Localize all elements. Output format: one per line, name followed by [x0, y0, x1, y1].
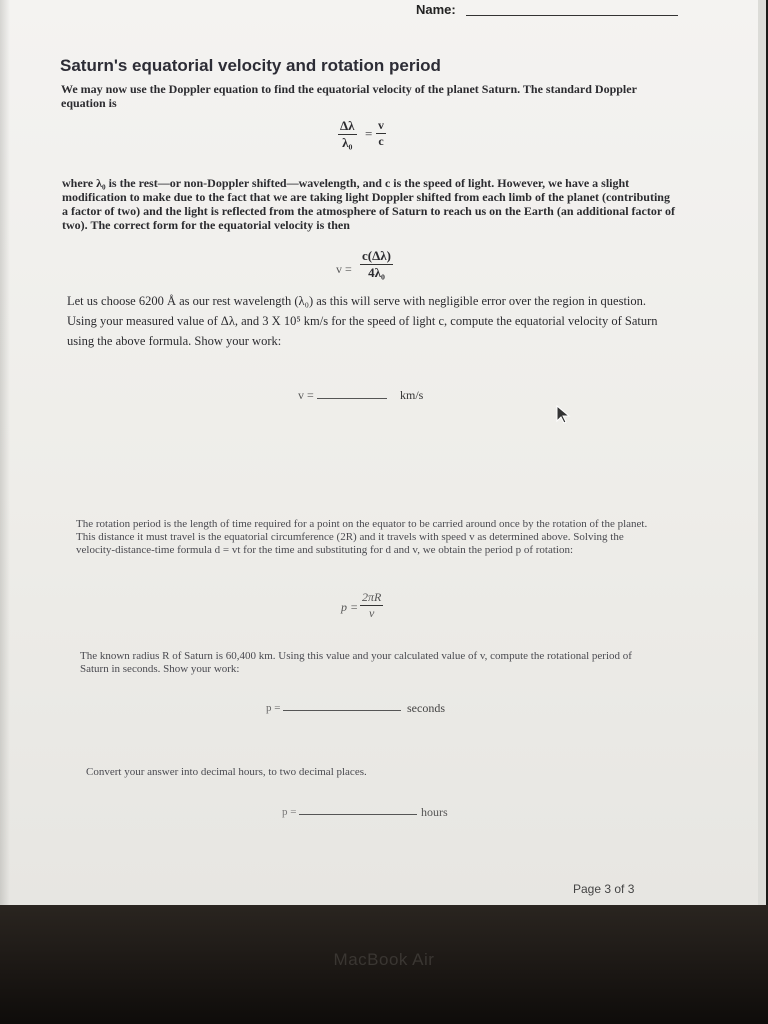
name-field-line — [466, 15, 678, 16]
page-title: Saturn's equatorial velocity and rotation period — [60, 56, 441, 75]
answer-p-seconds-unit: seconds — [407, 701, 445, 715]
eq2-numerator: c(Δλ) — [362, 248, 391, 263]
choose-wavelength-paragraph: Let us choose 6200 Å as our rest wavelength (λ₀) as this will serve with negligible error over the region in question. Using your measured value of Δλ, and 3 X 10⁵ km/s for the speed of light c, compute the equatorial velocity of Saturn using the above formula. Show your work: — [67, 294, 658, 348]
answer-p-hours-label: p = — [282, 806, 297, 818]
answer-p-hours-row — [282, 806, 417, 818]
answer-v-blank[interactable] — [317, 398, 387, 399]
eq3-denominator: v — [369, 606, 375, 620]
eq2-fraction — [360, 248, 393, 281]
answer-p-seconds-blank[interactable] — [283, 710, 401, 711]
mouse-cursor-icon — [555, 404, 571, 424]
eq1-right-fraction — [376, 118, 386, 149]
eq3-fraction — [360, 590, 383, 621]
radius-paragraph: The known radius R of Saturn is 60,400 km. Using this value and your calculated value of v, compute the rotational period of Saturn in seconds. Show your work: — [80, 650, 632, 675]
eq1-numerator-right: v — [378, 118, 384, 132]
page-number: Page 3 of 3 — [573, 882, 635, 896]
answer-p-seconds-label: p = — [266, 702, 281, 714]
answer-p-hours-unit: hours — [421, 805, 448, 819]
answer-v-row — [298, 388, 387, 403]
convert-paragraph: Convert your answer into decimal hours, to two decimal places. — [86, 766, 367, 778]
eq1-equals: = — [365, 126, 373, 141]
device-logo-text: MacBook Air — [333, 950, 435, 969]
eq1-denominator-right: c — [378, 134, 384, 148]
name-label: Name: — [416, 2, 456, 17]
answer-p-hours-blank[interactable] — [299, 814, 417, 815]
rotation-paragraph: The rotation period is the length of time required for a point on the equator to be carried around once by the rotation of the planet. This distance it must travel is the equatorial circumference (2R) and it travels with speed v as determined above. Solving the velocity-distance-time formula d = vt for the time and substituting for d and v, we obtain the period p of rotation: — [76, 518, 648, 556]
eq2-lhs: v = — [336, 262, 352, 276]
answer-p-seconds-row — [266, 702, 401, 714]
eq3-lhs: p = — [341, 600, 359, 614]
eq3-numerator: 2πR — [362, 590, 382, 604]
eq1-left-fraction — [338, 118, 357, 151]
eq1-numerator-left: Δλ — [340, 118, 355, 133]
intro-paragraph: We may now use the Doppler equation to find the equatorial velocity of the planet Saturn. The standard Doppler equation is — [61, 82, 637, 110]
modification-paragraph: where λ₀ is the rest—or non-Doppler shifted—wavelength, and c is the speed of light. However, we have a slight modification to make due to the fact that we are taking light Doppler shifted from each limb of the planet (contributing a factor of two) and the light is reflected from the atmosphere of Saturn to reach us on the Earth (an additional factor of two). The correct form for the equatorial velocity is then — [62, 176, 675, 232]
answer-v-unit: km/s — [400, 388, 424, 402]
page-edge-shadow — [0, 0, 10, 905]
answer-v-label: v = — [298, 388, 314, 402]
eq1-denominator-left: λ₀ — [342, 135, 353, 150]
eq2-denominator: 4λ₀ — [368, 265, 385, 280]
